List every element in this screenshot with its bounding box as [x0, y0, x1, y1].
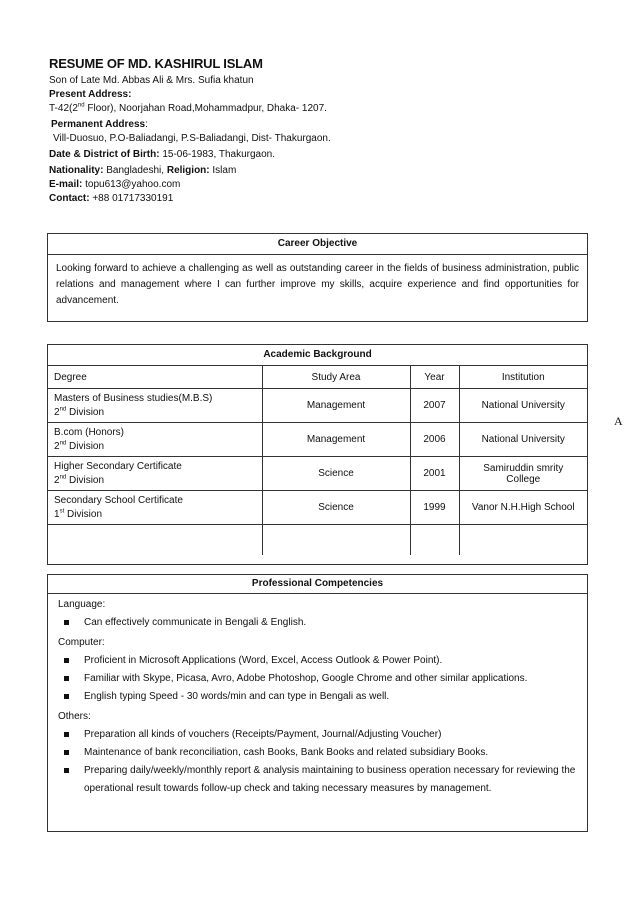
permanent-address: Vill-Duosuo, P.O-Baliadangi, P.S-Baliadangi, Dist- Thakurgaon. [53, 133, 331, 144]
email: E-mail: topu613@yahoo.com [49, 179, 181, 190]
contact: Contact: +88 01717330191 [49, 193, 174, 204]
academic-table [48, 365, 587, 555]
list-item: Preparation all kinds of vouchers (Receipts/Payment, Journal/Adjusting Voucher) [58, 726, 577, 744]
list-item: Can effectively communicate in Bengali & English. [58, 614, 577, 632]
parents-line: Son of Late Md. Abbas Ali & Mrs. Sufia khatun [49, 75, 254, 86]
list-item: Proficient in Microsoft Applications (Word, Excel, Access Outlook & Power Point). [58, 652, 577, 670]
others-label: Others: [58, 711, 91, 722]
margin-marker: A [614, 414, 623, 428]
table-header-row [48, 366, 587, 389]
year-cell: 2007 [410, 389, 459, 423]
degree-cell: Higher Secondary Certificate 2nd Division [48, 457, 262, 491]
present-address: T-42(2nd Floor), Noorjahan Road,Mohammadpur, Dhaka- 1207. [49, 102, 327, 114]
list-item: Maintenance of bank reconciliation, cash Books, Bank Books and related subsidiary Books. [58, 744, 577, 762]
career-objective-title: Career Objective [48, 234, 587, 255]
language-label: Language: [58, 599, 106, 610]
empty-table-row [48, 525, 587, 556]
resume-title: RESUME OF MD. KASHIRUL ISLAM [49, 56, 263, 71]
date-of-birth: Date & District of Birth: 15-06-1983, Thakurgaon. [49, 149, 276, 160]
computer-list [58, 652, 577, 706]
career-objective-section [47, 233, 588, 322]
year-cell: 2001 [410, 457, 459, 491]
institution-cell: National University [459, 423, 587, 457]
nationality-religion: Nationality: Bangladeshi, Religion: Islam [49, 165, 237, 176]
header-degree: Degree [48, 366, 262, 389]
professional-competencies-section [47, 574, 588, 832]
list-item: Familiar with Skype, Picasa, Avro, Adobe Photoshop, Google Chrome and other similar applications. [58, 670, 577, 688]
list-item: English typing Speed - 30 words/min and can type in Bengali as well. [58, 688, 577, 706]
header-study-area: Study Area [262, 366, 410, 389]
study-area-cell: Science [262, 457, 410, 491]
table-row [48, 457, 587, 491]
present-address-label: Present Address: [49, 89, 132, 100]
header-institution: Institution [459, 366, 587, 389]
institution-cell: Vanor N.H.High School [459, 491, 587, 525]
year-cell: 2006 [410, 423, 459, 457]
table-row [48, 423, 587, 457]
study-area-cell: Management [262, 423, 410, 457]
professional-competencies-title: Professional Competencies [48, 575, 587, 594]
career-objective-text: Looking forward to achieve a challenging as well as outstanding career in the fields of business administration, public relations and management where I can further improve my skills, acquire experience and find opportunities for advancement. [56, 263, 579, 306]
header-year: Year [410, 366, 459, 389]
degree-cell: B.com (Honors) 2nd Division [48, 423, 262, 457]
computer-label: Computer: [58, 637, 105, 648]
academic-background-title: Academic Background [263, 349, 372, 360]
degree-cell: Masters of Business studies(M.B.S) 2nd Division [48, 389, 262, 423]
language-list [58, 614, 577, 632]
degree-cell: Secondary School Certificate 1st Division [48, 491, 262, 525]
list-item: Preparing daily/weekly/monthly report & analysis maintaining to business operation necessary for reviewing the operational result towards follow-up check and taking necessary measures by management. [58, 762, 577, 798]
institution-cell: National University [459, 389, 587, 423]
study-area-cell: Science [262, 491, 410, 525]
permanent-address-label: Permanent Address: [51, 119, 148, 130]
year-cell: 1999 [410, 491, 459, 525]
study-area-cell: Management [262, 389, 410, 423]
others-list [58, 726, 577, 798]
table-row [48, 491, 587, 525]
table-row [48, 389, 587, 423]
institution-cell: Samiruddin smrity College [459, 457, 587, 491]
academic-background-section [47, 344, 588, 565]
